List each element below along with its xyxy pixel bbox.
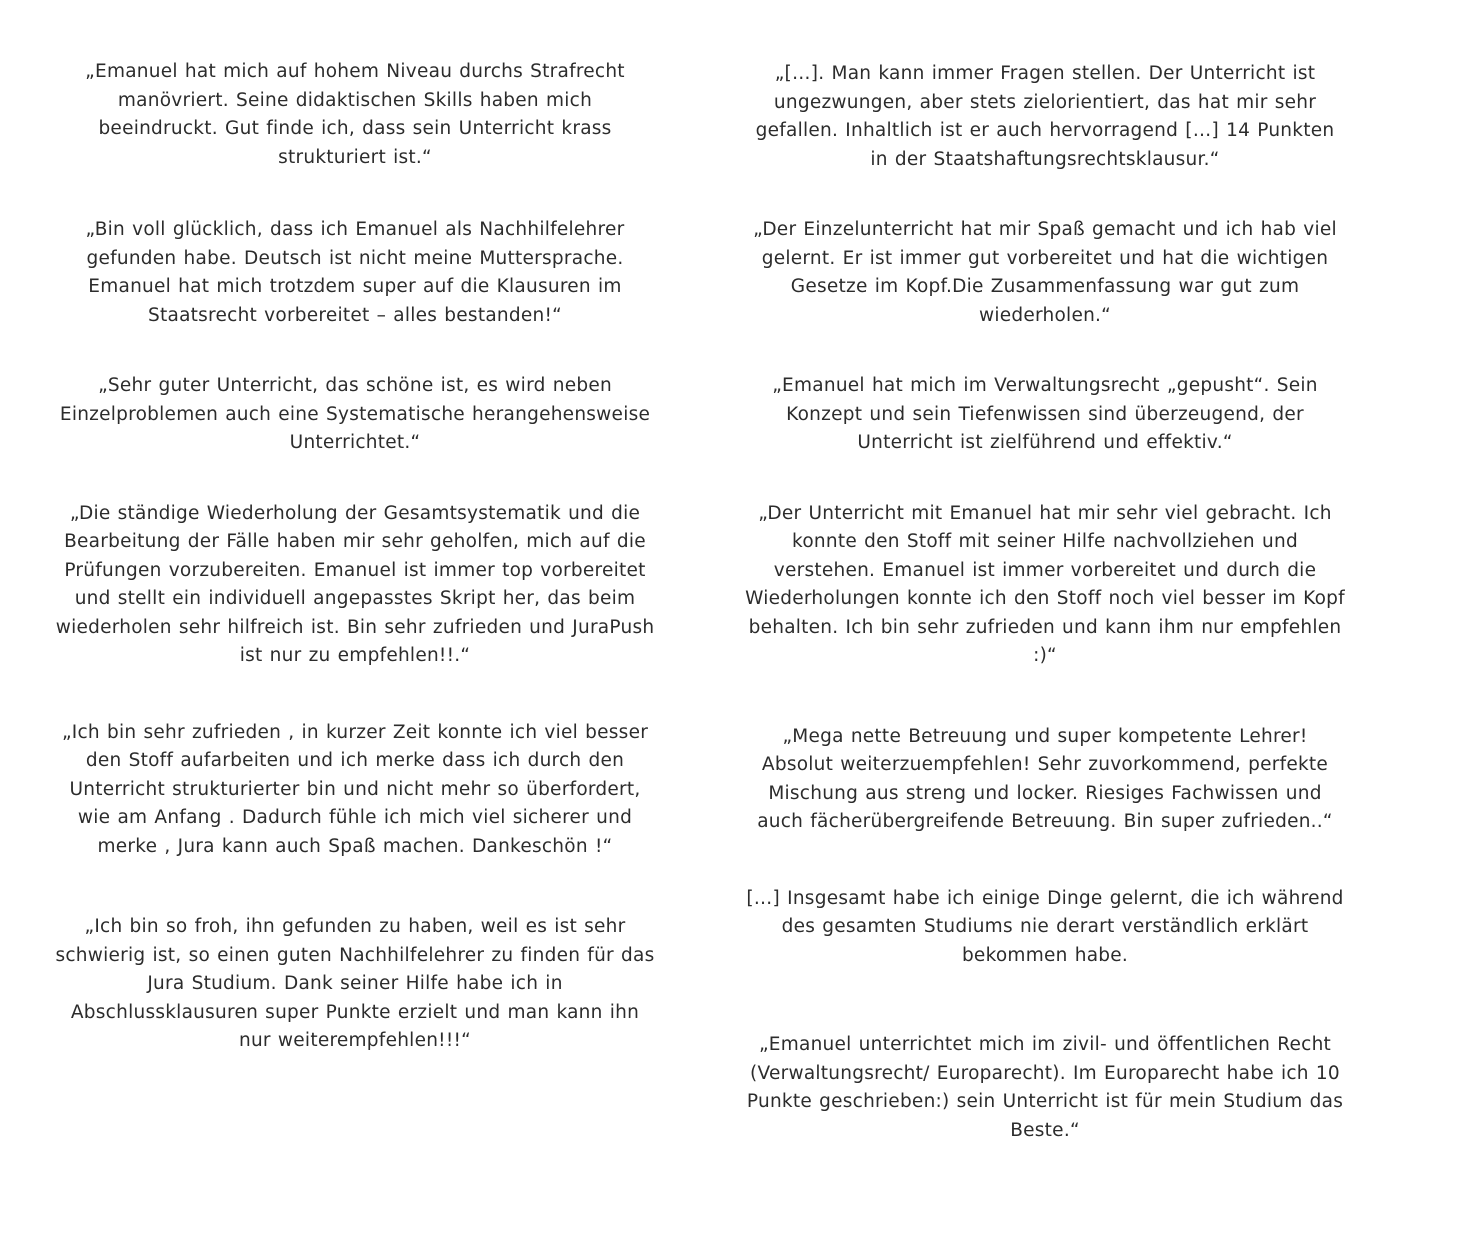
testimonial-quote: „Der Unterricht mit Emanuel hat mir sehr viel gebracht. Ich konnte den Stoff mit seiner Hilfe nachvollziehen und verstehen. Emanuel ist immer vorbereitet und durch die Wiederholungen konnte ich den Stoff noch viel besser im Kopf behalten. Ich bin sehr zufrieden und kann ihm nur empfehlen :)“ xyxy=(745,502,1345,666)
testimonial-quote: „Sehr guter Unterricht, das schöne ist, es wird neben Einzelproblemen auch eine Systematische herangehensweise Unterrichtet.“ xyxy=(59,375,651,453)
testimonial-quote: […] Insgesamt habe ich einige Dinge gelernt, die ich während des gesamten Studiums nie derart verständlich erklärt bekommen habe. xyxy=(746,887,1344,966)
testimonial-quote: „Bin voll glücklich, dass ich Emanuel als Nachhilfelehrer gefunden habe. Deutsch ist nicht meine Muttersprache. Emanuel hat mich trotzdem super auf die Klausuren im Staatsrecht vorbereitet – alles bestanden!“ xyxy=(85,219,625,326)
testimonials-column-right xyxy=(745,60,1345,1187)
testimonial-quote: „Ich bin so froh, ihn gefunden zu haben, weil es ist sehr schwierig ist, so einen guten Nachhilfelehrer zu finden für das Jura Studium. Dank seiner Hilfe habe ich in Abschlussklausuren super Punkte erzielt und man kann ihn nur weiterempfehlen!!!“ xyxy=(55,916,655,1051)
testimonial-quote: „Emanuel unterrichtet mich im zivil- und öffentlichen Recht (Verwaltungsrecht/ Europarecht). Im Europarecht habe ich 10 Punkte geschrieben:) sein Unterricht ist für mein Studium das Beste.“ xyxy=(746,1034,1344,1141)
testimonial-quote: „[…]. Man kann immer Fragen stellen. Der Unterricht ist ungezwungen, aber stets zielorientiert, das hat mir sehr gefallen. Inhaltlich ist er auch hervorragend […] 14 Punkten in der Staatshaftungsrechtsklausur.“ xyxy=(755,63,1335,170)
testimonial-quote: „Ich bin sehr zufrieden , in kurzer Zeit konnte ich viel besser den Stoff aufarbeiten und ich merke dass ich durch den Unterricht strukturierter bin und nicht mehr so überfordert, wie am Anfang . Dadurch fühle ich mich viel sicherer und merke , Jura kann auch Spaß machen. Dankeschön !“ xyxy=(61,721,649,857)
testimonial-quote: „Mega nette Betreuung und super kompetente Lehrer! Absolut weiterzuempfehlen! Sehr zuvorkommend, perfekte Mischung aus streng und locker. Riesiges Fachwissen und auch fächerübergreifende Betreuung. Bin super zufrieden..“ xyxy=(757,725,1333,832)
testimonial-quote: „Der Einzelunterricht hat mir Spaß gemacht und ich hab viel gelernt. Er ist immer gut vorbereitet und hat die wichtigen Gesetze im Kopf.Die Zusammenfassung war gut zum wiederholen.“ xyxy=(753,219,1337,326)
testimonial-quote: „Emanuel hat mich auf hohem Niveau durchs Strafrecht manövriert. Seine didaktischen Skills haben mich beeindruckt. Gut finde ich, dass sein Unterricht krass strukturiert ist.“ xyxy=(85,61,625,168)
testimonial-quote: „Die ständige Wiederholung der Gesamtsystematik und die Bearbeitung der Fälle haben mir sehr geholfen, mich auf die Prüfungen vorzubereiten. Emanuel ist immer top vorbereitet und stellt ein individuell angepasstes Skript her, das beim wiederholen sehr hilfreich ist. Bin sehr zufrieden und JuraPush ist nur zu empfehlen!!.“ xyxy=(55,502,655,666)
testimonial-quote: „Emanuel hat mich im Verwaltungsrecht „gepusht“. Sein Konzept und sein Tiefenwissen sind überzeugend, der Unterricht ist zielführend und effektiv.“ xyxy=(772,375,1318,453)
testimonials-column-left xyxy=(55,58,655,1098)
